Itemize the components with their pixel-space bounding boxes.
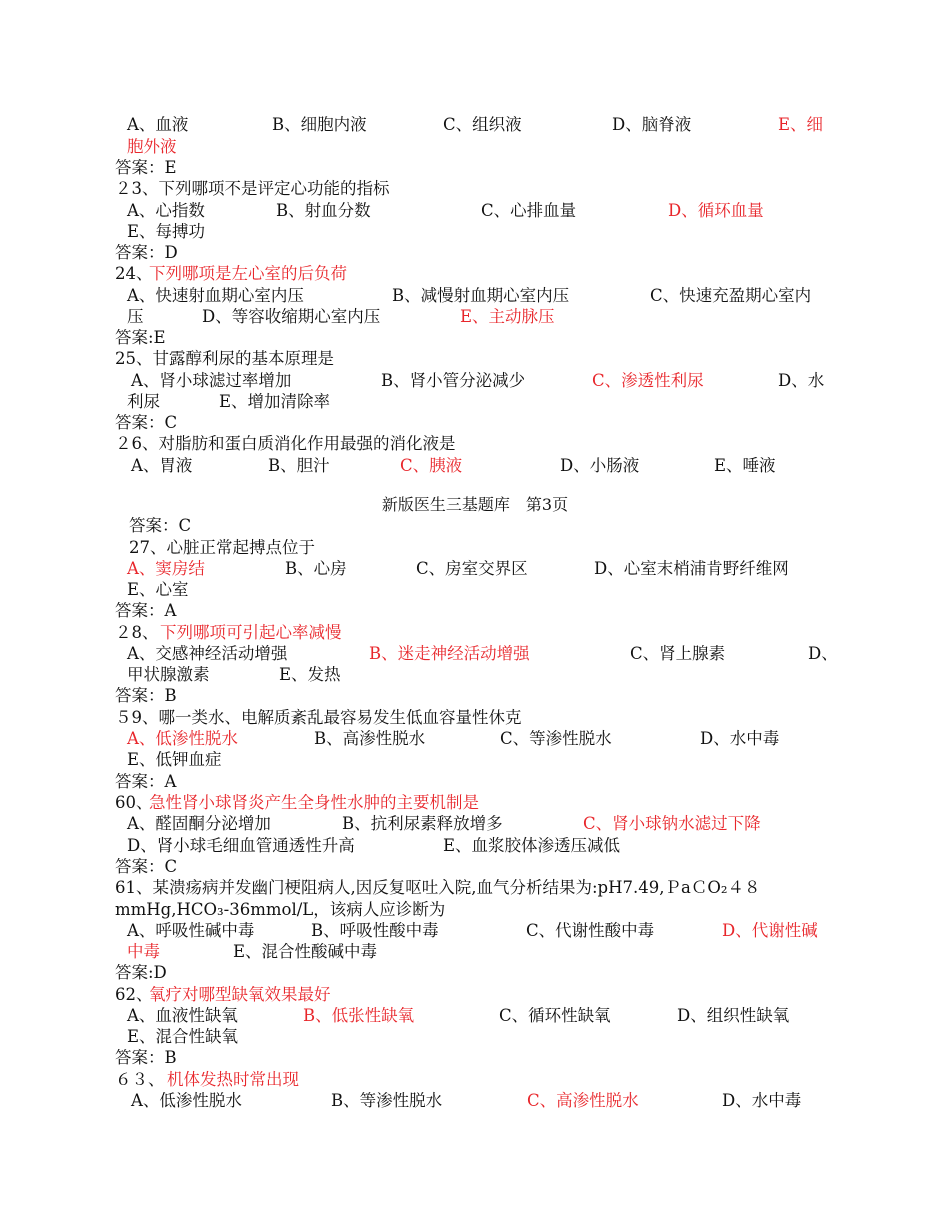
q59-option-a: A、低渗性脱水 [127, 729, 238, 748]
q61-option-a: A、呼吸性碱中毒 [127, 921, 255, 940]
q63-option-d: D、水中毒 [722, 1091, 802, 1110]
q60-answer: 答案：C [115, 857, 178, 876]
q27-option-c: C、房室交界区 [416, 559, 528, 578]
q59-option-b: B、高渗性脱水 [314, 729, 426, 748]
q63-option-a: A、低渗性脱水 [131, 1091, 242, 1110]
q61-stem-line2: mmHg,HCO₃-36mmol/L，该病人应诊断为 [115, 900, 446, 919]
q23-option-d: D、循环血量 [668, 201, 764, 220]
q26-option-e: E、唾液 [714, 456, 776, 475]
q59-option-e: E、低钾血症 [127, 750, 222, 769]
q26-option-d: D、小肠液 [560, 456, 640, 475]
q24-option-a: A、快速射血期心室内压 [127, 286, 304, 305]
q28-option-b: B、迷走神经活动增强 [369, 644, 530, 663]
q62-number: 62、 [115, 985, 153, 1004]
q62-option-e: E、混合性缺氧 [127, 1027, 239, 1046]
q27-stem: 27、心脏正常起搏点位于 [129, 538, 315, 557]
q28-option-a: A、交感神经活动增强 [127, 644, 288, 663]
q62-option-b: B、低张性缺氧 [303, 1006, 415, 1025]
q62-option-a: A、血液性缺氧 [127, 1006, 238, 1025]
q24-stem: 下列哪项是左心室的后负荷 [149, 264, 347, 283]
q61-option-e: E、混合性酸碱中毒 [233, 942, 378, 961]
q61-option-d-cont: 中毒 [127, 942, 160, 961]
q22-option-c: C、组织液 [443, 115, 522, 134]
q61-answer: 答案:D [115, 963, 167, 982]
q24-option-d: D、等容收缩期心室内压 [202, 307, 381, 326]
q25-stem: 25、甘露醇利尿的基本原理是 [115, 349, 334, 368]
q26-option-a: A、胃液 [131, 456, 193, 475]
q62-stem: 氧疗对哪型缺氧效果最好 [149, 985, 331, 1004]
q61-stem-line1: 61、某溃疡病并发幽门梗阻病人,因反复呕吐入院,血气分析结果为:pH7.49,ＰaＣO₂４８ [115, 878, 761, 897]
q27-option-d: D、心室末梢浦肯野纤维网 [594, 559, 789, 578]
q62-option-c: C、循环性缺氧 [499, 1006, 611, 1025]
q23-option-b: B、射血分数 [276, 201, 371, 220]
q23-option-e: E、每搏功 [127, 222, 206, 241]
q25-option-d: D、水 [778, 371, 825, 390]
q23-option-a: A、心指数 [127, 201, 205, 220]
q24-option-e: E、主动脉压 [460, 307, 555, 326]
q63-number: ６３、 [115, 1070, 165, 1089]
q60-option-c: C、肾小球钠水滤过下降 [583, 814, 761, 833]
q24-number: 24、 [115, 264, 153, 283]
q28-stem: 下列哪项可引起心率减慢 [160, 623, 342, 642]
q62-answer: 答案：B [115, 1048, 177, 1067]
q23-stem: ２3、下列哪项不是评定心功能的指标 [115, 179, 390, 198]
q25-option-d-cont: 利尿 [127, 392, 160, 411]
q62-option-d: D、组织性缺氧 [677, 1006, 790, 1025]
q25-option-a: A、肾小球滤过率增加 [131, 371, 292, 390]
q27-option-a: A、窦房结 [127, 559, 205, 578]
q28-answer: 答案：B [115, 686, 177, 705]
q60-option-b: B、抗利尿素释放增多 [342, 814, 503, 833]
q25-option-b: B、肾小管分泌减少 [381, 371, 526, 390]
q22-option-e: E、细 [778, 115, 824, 134]
q28-number: ２8、 [115, 623, 159, 642]
q24-option-c: C、快速充盈期心室内 [650, 286, 812, 305]
q22-option-d: D、脑脊液 [612, 115, 692, 134]
q63-stem: 机体发热时常出现 [167, 1070, 299, 1089]
q26-stem: ２6、对脂肪和蛋白质消化作用最强的消化液是 [115, 434, 456, 453]
q22-option-a: A、血液 [127, 115, 189, 134]
q28-option-d: D、 [808, 644, 838, 663]
q25-answer: 答案：C [115, 413, 178, 432]
q22-option-e-cont: 胞外液 [127, 137, 177, 156]
q24-answer: 答案:E [115, 328, 166, 347]
q59-answer: 答案：A [115, 772, 177, 791]
q27-option-b: B、心房 [285, 559, 347, 578]
q63-option-b: B、等渗性脱水 [331, 1091, 443, 1110]
q25-option-e: E、增加清除率 [219, 392, 331, 411]
q24-option-b: B、减慢射血期心室内压 [392, 286, 570, 305]
q59-option-c: C、等渗性脱水 [500, 729, 612, 748]
q26-option-b: B、胆汁 [268, 456, 330, 475]
q60-number: 60、 [115, 793, 153, 812]
q60-stem: 急性肾小球肾炎产生全身性水肿的主要机制是 [149, 793, 479, 812]
q59-stem: ５9、哪一类水、电解质紊乱最容易发生低血容量性休克 [115, 708, 522, 727]
q60-option-a: A、醛固酮分泌增加 [127, 814, 271, 833]
q27-option-e: E、心室 [127, 580, 189, 599]
q27-answer: 答案：A [115, 601, 177, 620]
q28-option-e: E、发热 [279, 665, 341, 684]
q23-answer: 答案：D [115, 243, 178, 262]
page-footer: 新版医生三基题库 第3页 [381, 495, 569, 514]
q22-answer: 答案：E [115, 158, 177, 177]
q61-option-b: B、呼吸性酸中毒 [311, 921, 439, 940]
q25-option-c: C、渗透性利尿 [592, 371, 704, 390]
q23-option-c: C、心排血量 [481, 201, 577, 220]
q61-option-d: D、代谢性碱 [722, 921, 818, 940]
q22-option-b: B、细胞内液 [272, 115, 367, 134]
q28-option-d-cont: 甲状腺激素 [127, 665, 210, 684]
q63-option-c: C、高渗性脱水 [527, 1091, 639, 1110]
q59-option-d: D、水中毒 [700, 729, 780, 748]
q60-option-e: E、血浆胶体渗透压减低 [443, 836, 621, 855]
q24-option-c-cont: 压 [127, 307, 144, 326]
q26-answer: 答案：C [129, 516, 192, 535]
q28-option-c: C、肾上腺素 [630, 644, 726, 663]
q61-option-c: C、代谢性酸中毒 [526, 921, 655, 940]
q26-option-c: C、胰液 [400, 456, 463, 475]
q60-option-d: D、肾小球毛细血管通透性升高 [127, 836, 355, 855]
